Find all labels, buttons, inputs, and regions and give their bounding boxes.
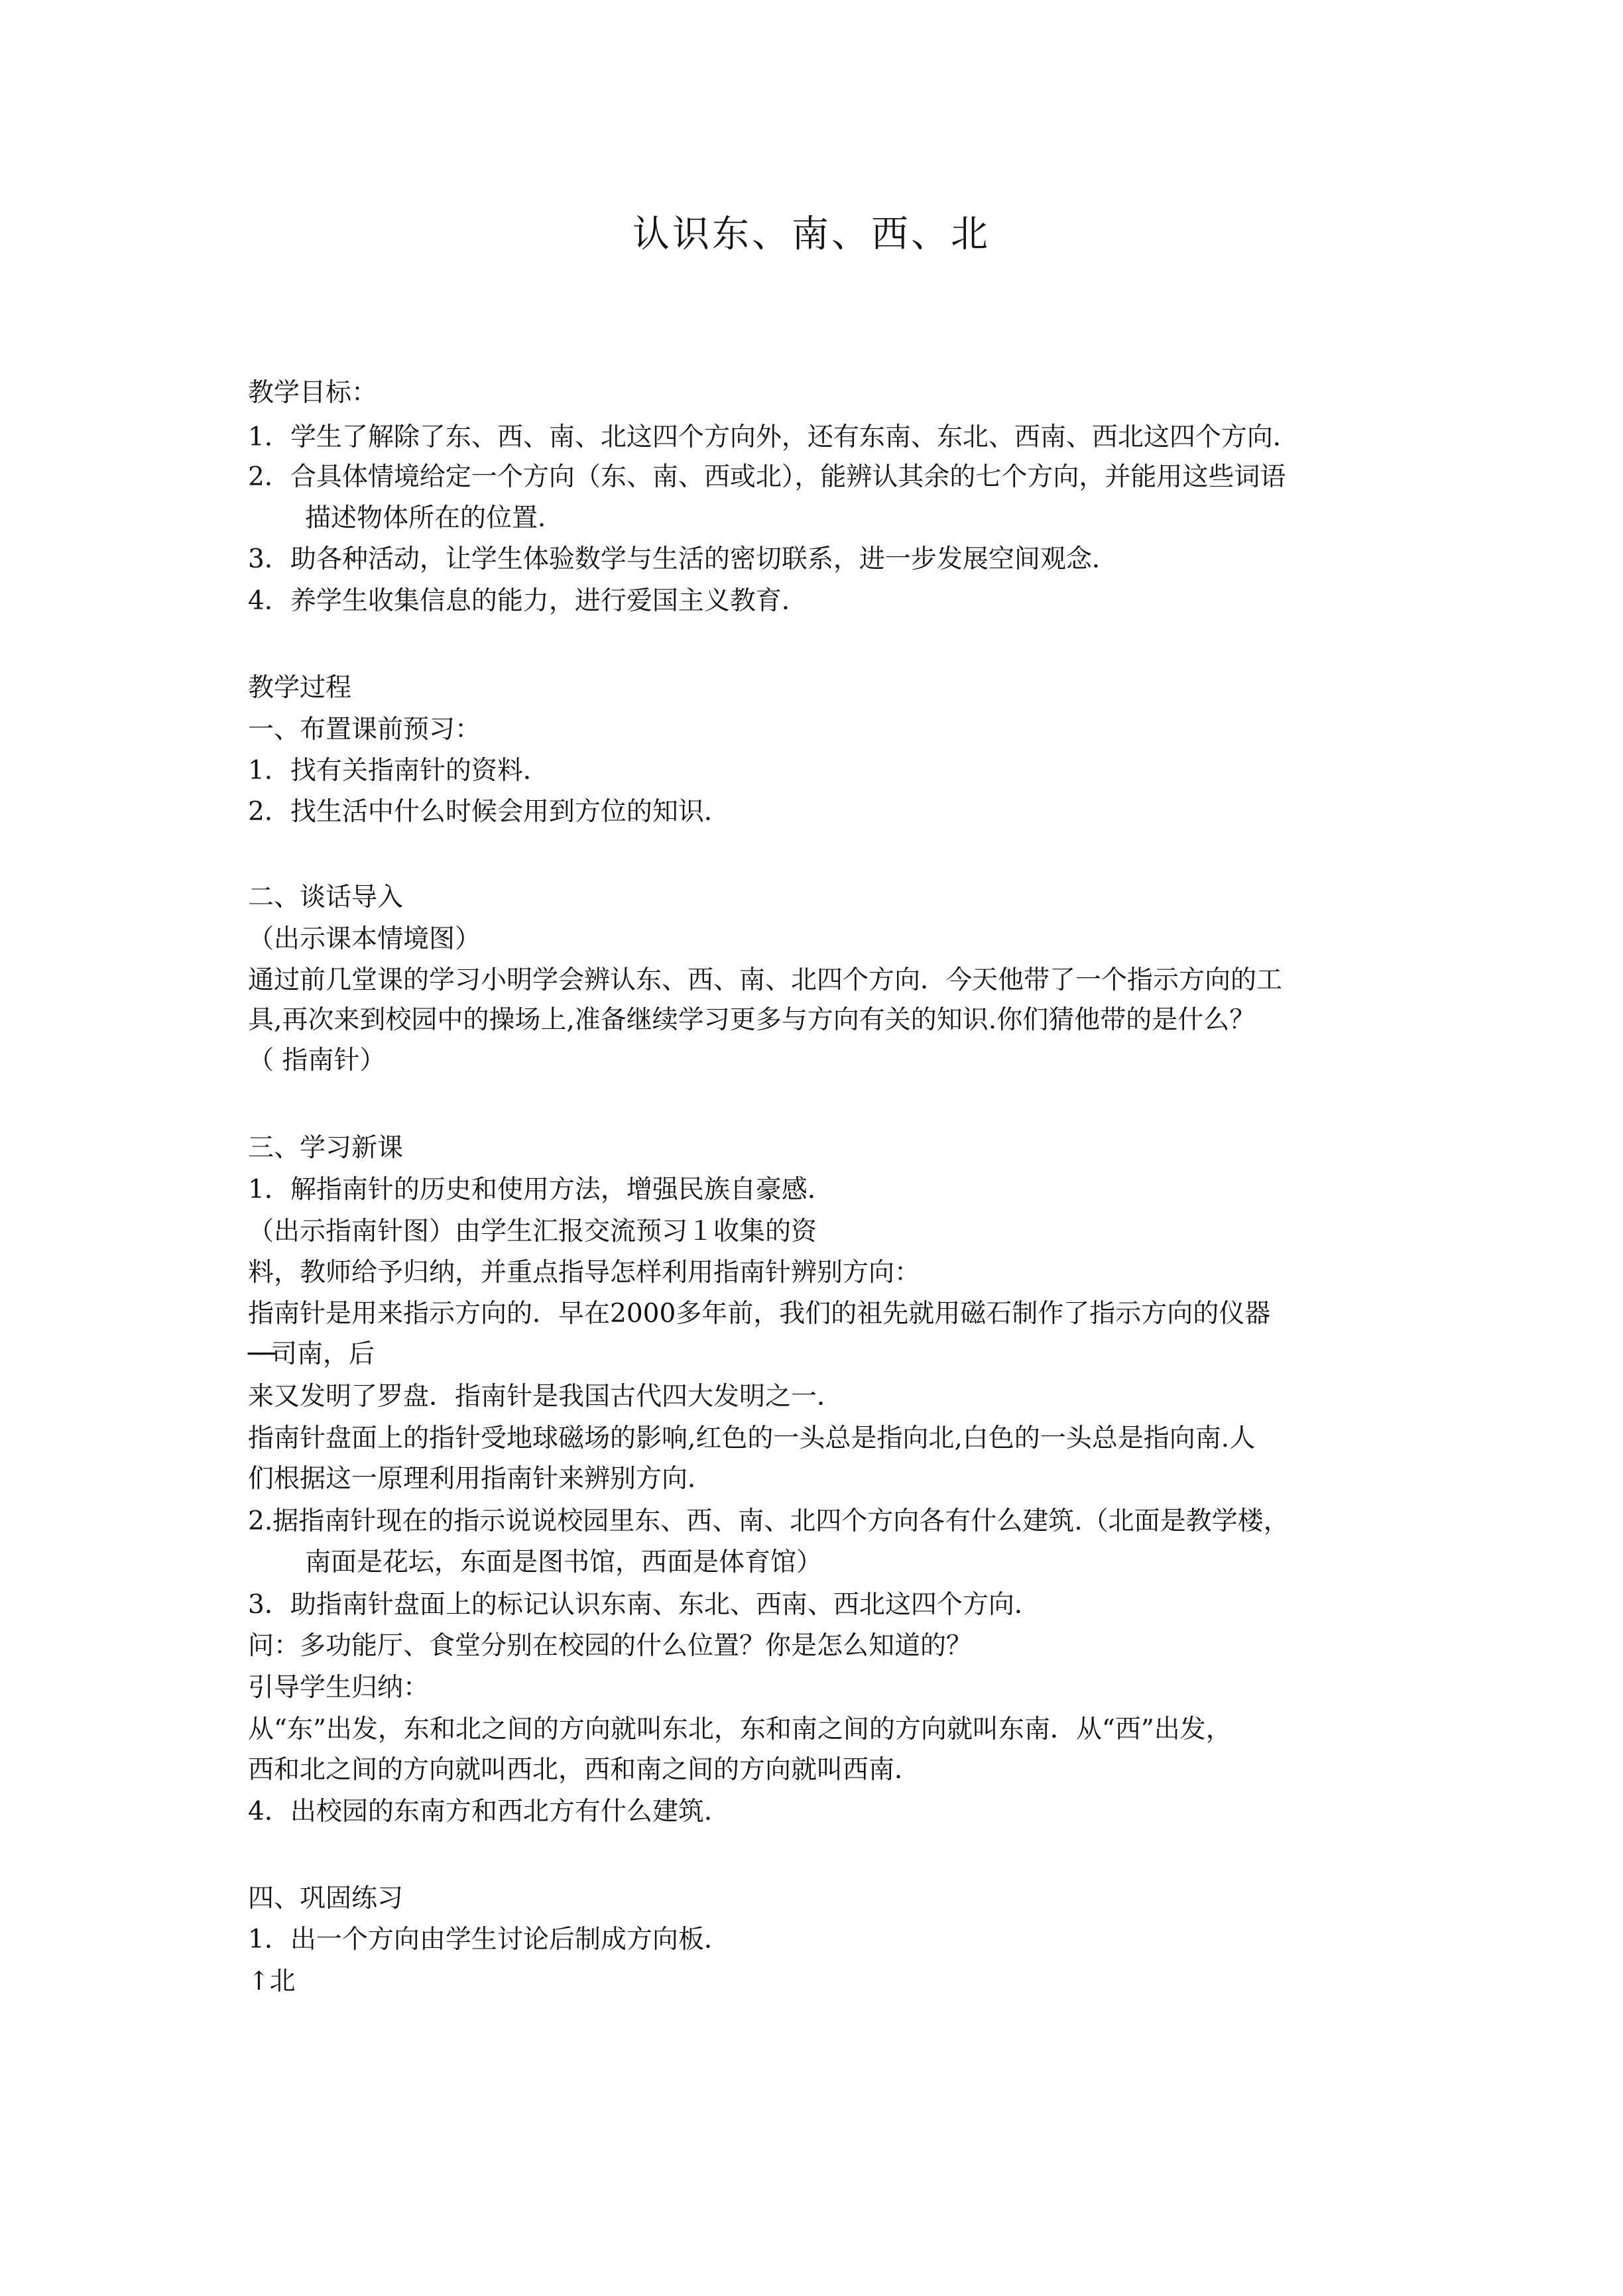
section-3-line-5 <box>248 1335 1415 1374</box>
section-3-line-8: 们根据这一原理利用指南针来辨别方向． <box>248 1464 714 1494</box>
section-3-heading: 三、学习新课 <box>248 1133 404 1163</box>
section-3-line-9: 2.据指南针现在的指示说说校园里东、西、南、北四个方向各有什么建筑.（北面是教学楼， <box>248 1506 1290 1536</box>
section-3-line-2: （出示指南针图）由学生汇报交流预习１收集的资 <box>248 1217 817 1246</box>
section-3-line-6: 来又发明了罗盘．指南针是我国古代四大发明之一． <box>248 1382 843 1412</box>
section-2-line-2: 通过前几堂课的学习小明学会辨认东、西、南、北四个方向．今天他带了一个指示方向的工 <box>248 965 1283 995</box>
section-3-line-10: 南面是花坛，东面是图书馆，西面是体育馆） <box>305 1547 823 1577</box>
section-4-heading: 四、巩固练习 <box>248 1884 404 1913</box>
section-3-line-16: 4．出校园的东南方和西北方有什么建筑． <box>248 1797 730 1827</box>
section-4-line-1: 1．出一个方向由学生讨论后制成方向板． <box>248 1925 730 1955</box>
section-3-line-3: 料，教师给予归纳，并重点指导怎样利用指南针辨别方向： <box>248 1258 921 1288</box>
section-3-line-1: 1．解指南针的历史和使用方法，增强民族自豪感． <box>248 1175 833 1205</box>
goals-heading: 教学目标： <box>248 378 378 408</box>
section-3-line-7: 指南针盘面上的指针受地球磁场的影响,红色的一头总是指向北,白色的一头总是指向南.人 <box>248 1423 1256 1453</box>
section-3-line-4: 指南针是用来指示方向的．早在2000多年前，我们的祖先就用磁石制作了指示方向的仪器 <box>248 1299 1271 1329</box>
goal-item-1: 1．学生了解除了东、西、南、北这四个方向外，还有东南、东北、西南、西北这四个方向． <box>248 422 1299 452</box>
section-4-line-2: ↑北 <box>248 1966 296 1996</box>
section-3-line-14: 从“东”出发，东和北之间的方向就叫东北，东和南之间的方向就叫东南．从“西”出发， <box>248 1715 1232 1744</box>
goal-item-4: 4．养学生收集信息的能力，进行爱国主义教育． <box>248 586 808 616</box>
goal-item-2: 2．合具体情境给定一个方向（东、南、西或北），能辨认其余的七个方向，并能用这些词语 <box>248 462 1286 492</box>
section-2-heading: 二、谈话导入 <box>248 882 404 912</box>
section-3-line-15: 西和北之间的方向就叫西北，西和南之间的方向就叫西南． <box>248 1755 921 1785</box>
goal-item-2-continued: 描述物体所在的位置． <box>305 503 564 533</box>
section-1-item-2: 2．找生活中什么时候会用到方位的知识． <box>248 797 730 827</box>
goal-item-3: 3．助各种活动，让学生体验数学与生活的密切联系，进一步发展空间观念． <box>248 544 1118 574</box>
document-title: 认识东、南、西、北 <box>632 213 991 256</box>
section-2-line-4: （ 指南针） <box>248 1046 386 1075</box>
section-3-line-5-text: 司南，后 <box>270 1339 375 1369</box>
section-3-line-13: 引导学生归纳： <box>248 1673 430 1703</box>
process-heading: 教学过程 <box>248 673 352 703</box>
em-dash: ── <box>248 1339 271 1369</box>
section-1-heading: 一、布置课前预习： <box>248 715 481 745</box>
section-2-line-1: （出示课本情境图） <box>248 924 481 954</box>
section-3-line-11: 3．助指南针盘面上的标记认识东南、东北、西南、西北这四个方向． <box>248 1590 1040 1620</box>
section-2-line-3: 具,再次来到校园中的操场上,准备继续学习更多与方向有关的知识.你们猜他带的是什么？ <box>248 1005 1256 1035</box>
section-3-line-12: 问：多功能厅、食堂分别在校园的什么位置？你是怎么知道的？ <box>248 1631 973 1661</box>
section-1-item-1: 1．找有关指南针的资料． <box>248 756 549 786</box>
